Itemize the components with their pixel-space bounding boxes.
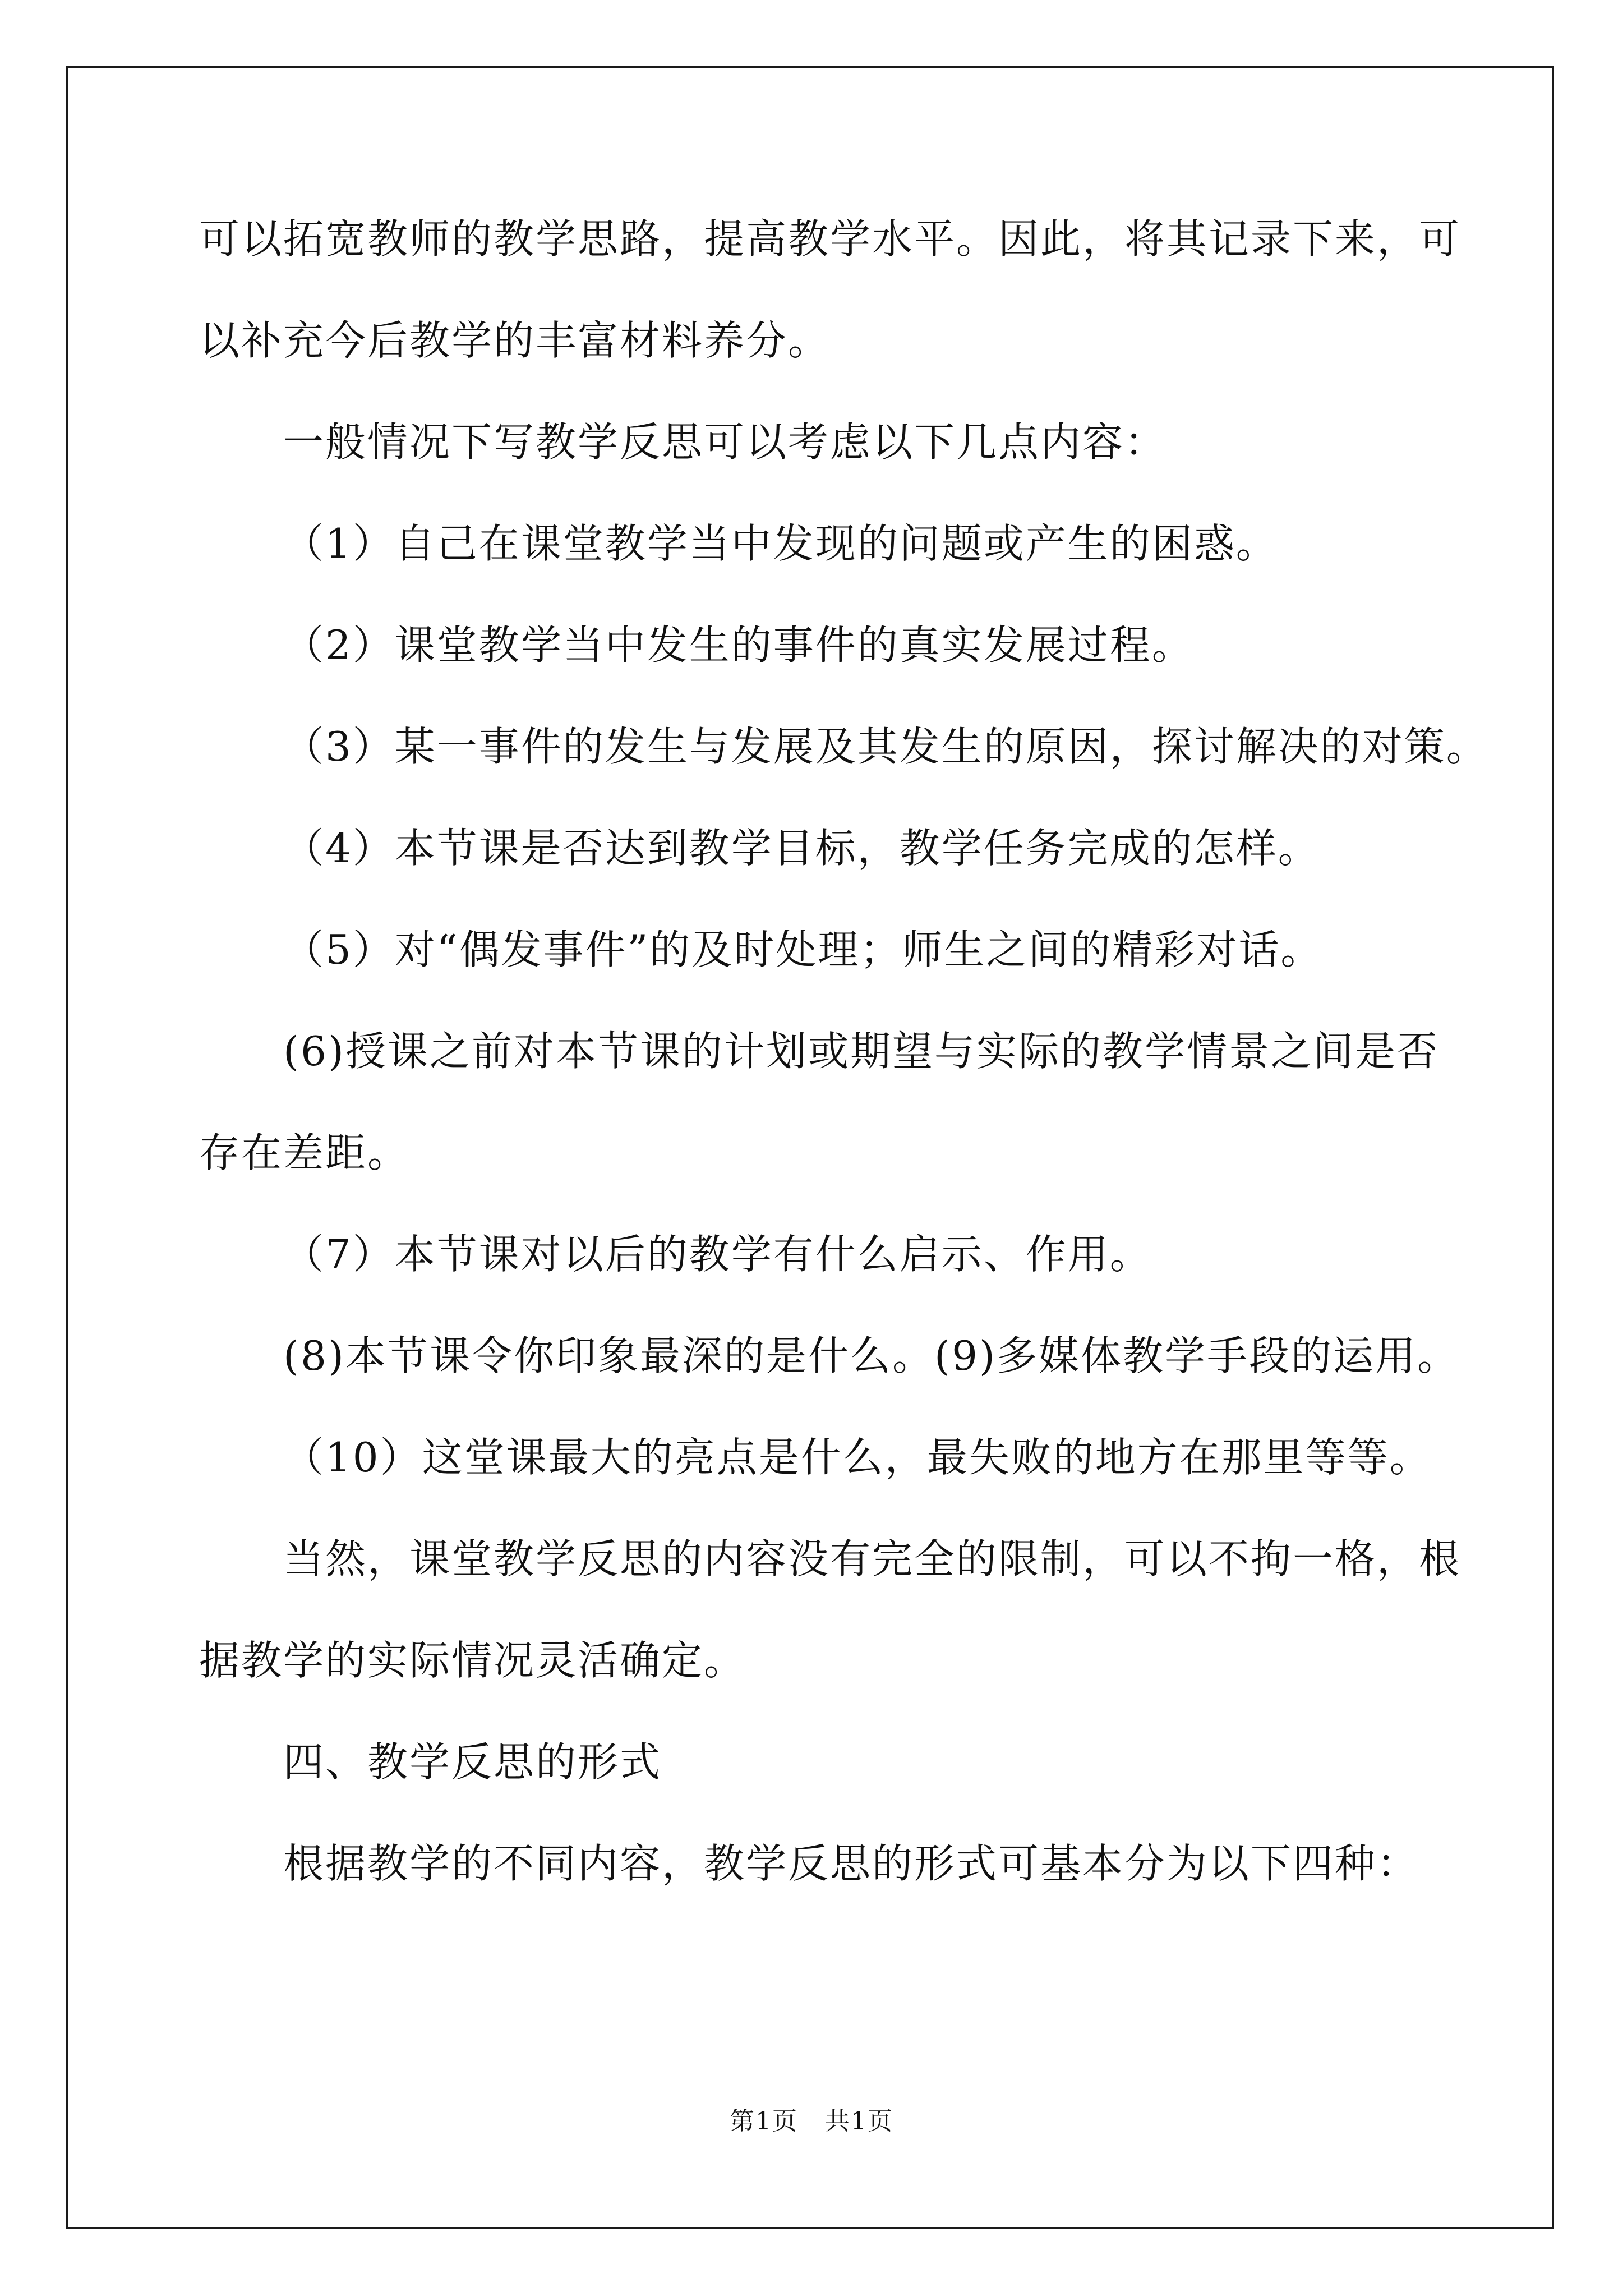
paragraph-forms: 根据教学的不同内容，教学反思的形式可基本分为以下四种： — [283, 1840, 1419, 1887]
list-item-8-9: (8)本节课令你印象最深的是什么。(9)多媒体教学手段的运用。 — [283, 1332, 1459, 1379]
page-number: 第1页 — [730, 2107, 798, 2136]
page-total: 共1页 — [825, 2107, 893, 2136]
paragraph-1-line-1: 可以拓宽教师的教学思路，提高教学水平。因此，将其记录下来，可 — [199, 215, 1461, 263]
paragraph-1-line-2: 以补充今后教学的丰富材料养分。 — [199, 317, 831, 364]
paragraph-conclusion-line-1: 当然，课堂教学反思的内容没有完全的限制，可以不拘一格，根 — [283, 1535, 1461, 1582]
list-item-4: （4）本节课是否达到教学目标，教学任务完成的怎样。 — [283, 825, 1320, 872]
list-item-6-line-1: (6)授课之前对本节课的计划或期望与实际的教学情景之间是否 — [283, 1028, 1439, 1075]
document-body — [199, 215, 1488, 1945]
list-item-2: （2）课堂教学当中发生的事件的真实发展过程。 — [283, 622, 1194, 669]
list-item-7: （7）本节课对以后的教学有什么启示、作用。 — [283, 1231, 1152, 1278]
section-heading: 四、教学反思的形式 — [283, 1738, 662, 1786]
list-item-5: （5）对“偶发事件”的及时处理；师生之间的精彩对话。 — [283, 926, 1323, 973]
paragraph-conclusion-line-2: 据教学的实际情况灵活确定。 — [199, 1637, 746, 1684]
page-footer — [0, 2109, 1623, 2134]
list-item-1: （1）自己在课堂教学当中发现的问题或产生的困惑。 — [283, 520, 1278, 567]
list-item-3: （3）某一事件的发生与发展及其发生的原因，探讨解决的对策。 — [283, 723, 1488, 770]
list-item-10: （10）这堂课最大的亮点是什么，最失败的地方在那里等等。 — [283, 1434, 1432, 1481]
list-item-6-line-2: 存在差距。 — [199, 1129, 410, 1176]
paragraph-2: 一般情况下写教学反思可以考虑以下几点内容： — [283, 418, 1167, 466]
